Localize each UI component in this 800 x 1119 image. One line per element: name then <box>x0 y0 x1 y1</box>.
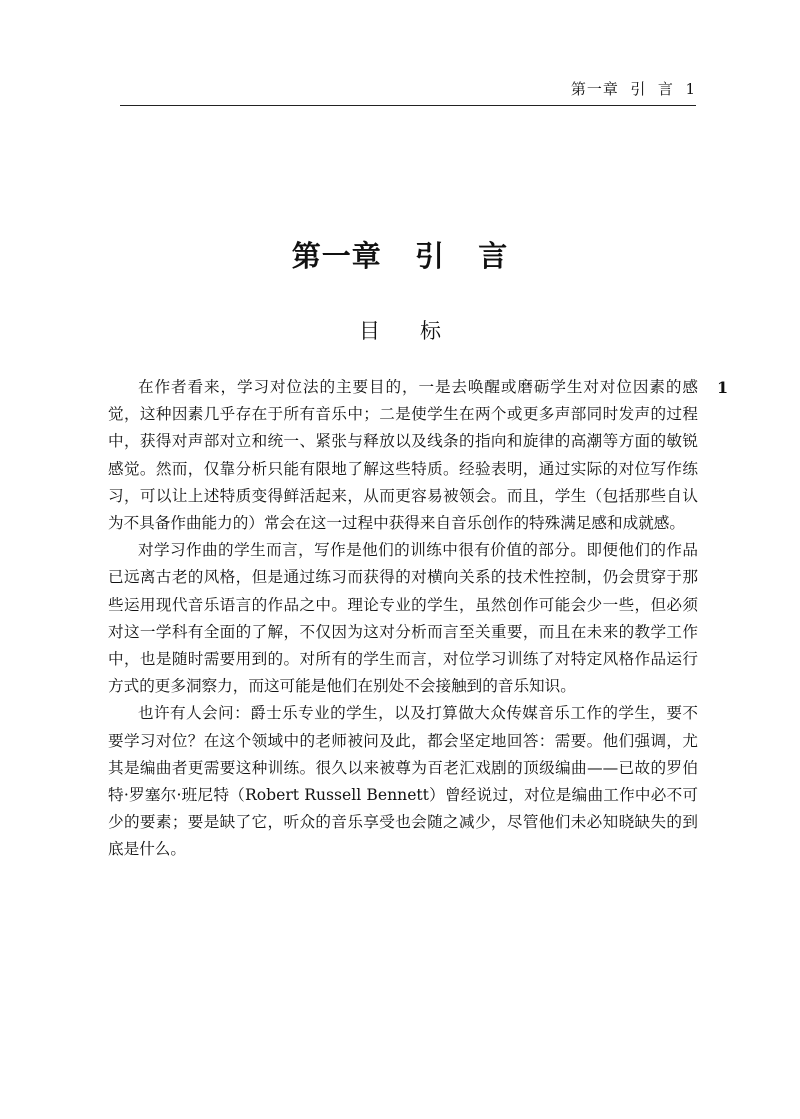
paragraph: 对学习作曲的学生而言，写作是他们的训练中很有价值的部分。即便他们的作品已远离古老的风格，但是通过练习而获得的对横向关系的技术性控制，仍会贯穿于那些运用现代音乐语言的作品之中。理论专业的学生，虽然创作可能会少一些，但必须对这一学科有全面的了解，不仅因为这对分析而言至关重要，而且在未来的教学工作中，也是随时需要用到的。对所有的学生而言，对位学习训练了对特定风格作品运行方式的更多洞察力，而这可能是他们在别处不会接触到的音乐知识。 <box>108 541 698 696</box>
running-header <box>120 78 696 106</box>
margin-number: 1 <box>717 378 729 397</box>
running-header-title: 第一章 引 言 1 <box>570 80 696 98</box>
section-title: 目 标 <box>358 319 442 343</box>
body-text <box>108 374 698 864</box>
paragraph: 也许有人会问：爵士乐专业的学生，以及打算做大众传媒音乐工作的学生，要不要学习对位？在这个领域中的老师被问及此，都会坚定地回答：需要。他们强调，尤其是编曲者更需要这种训练。很久以来被尊为百老汇戏剧的顶级编曲——已故的罗伯特·罗塞尔·班尼特（Robert Russell Bennett）曾经说过，对位是编曲工作中必不可少的要素；要是缺了它，听众的音乐享受也会随之减少，尽管他们未必知晓缺失的到底是什么。 <box>108 704 698 859</box>
paragraph: 在作者看来，学习对位法的主要目的，一是去唤醒或磨砺学生对对位因素的感觉，这种因素几乎存在于所有音乐中；二是使学生在两个或更多声部同时发声的过程中，获得对声部对立和统一、紧张与释放以及线条的指向和旋律的高潮等方面的敏锐感觉。然而，仅靠分析只能有限地了解这些特质。经验表明，通过实际的对位写作练习，可以让上述特质变得鲜活起来，从而更容易被领会。而且，学生（包括那些自认为不具备作曲能力的）常会在这一过程中获得来自音乐创作的特殊满足感和成就感。 <box>108 378 698 533</box>
chapter-title: 第一章 引 言 <box>291 239 509 273</box>
